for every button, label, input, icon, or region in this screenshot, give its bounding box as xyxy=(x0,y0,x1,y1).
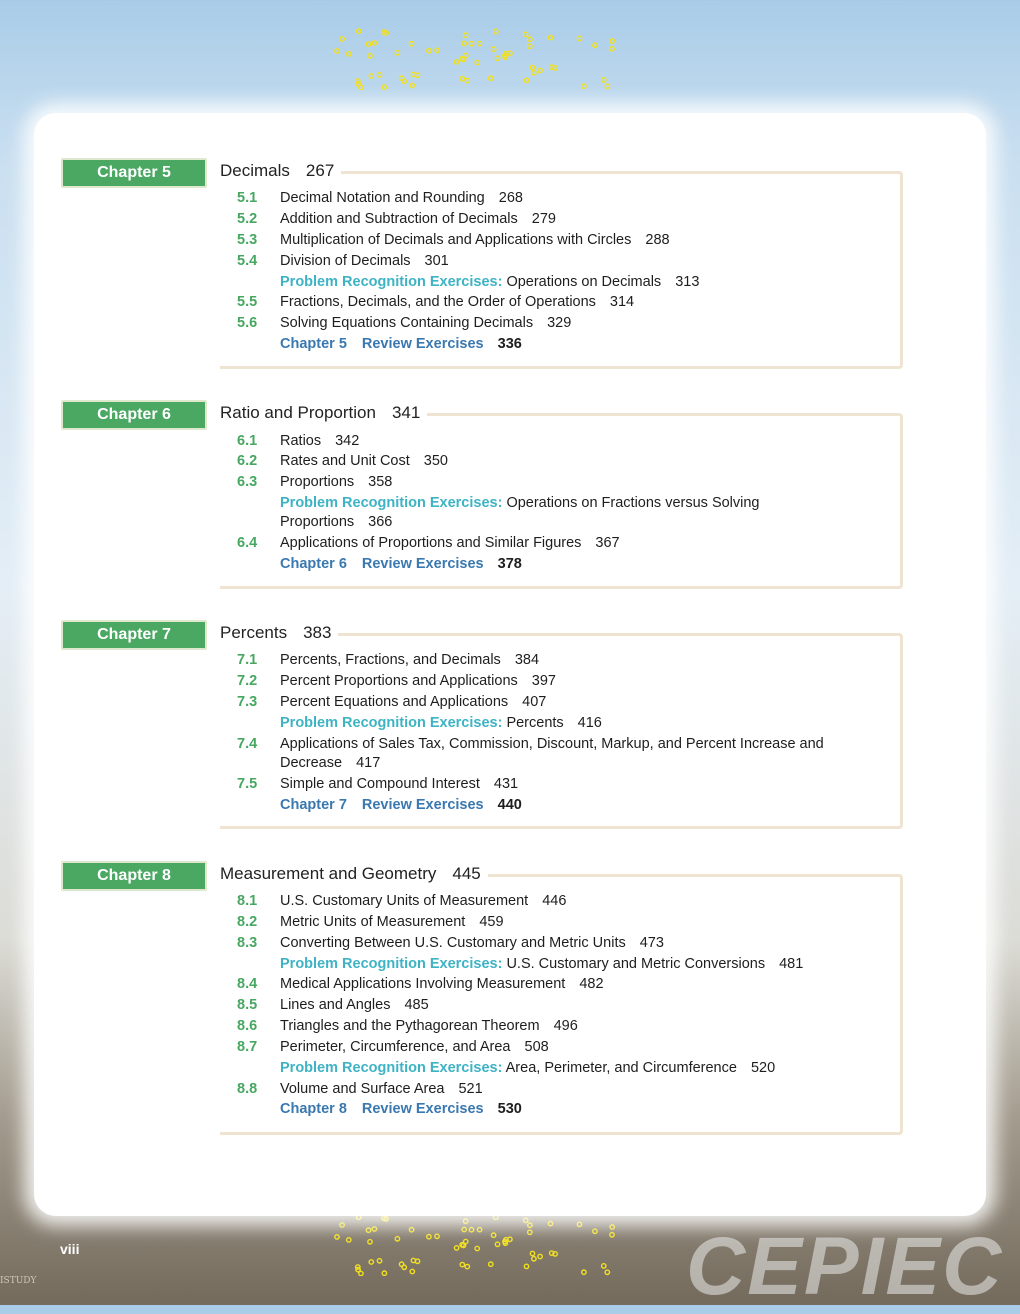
section-text xyxy=(280,955,840,974)
section-title: Percents, Fractions, and Decimals xyxy=(280,652,501,668)
dot xyxy=(409,42,413,46)
section-page: 417 xyxy=(356,755,381,771)
dot xyxy=(368,1240,372,1244)
section-page: 508 xyxy=(524,1039,549,1055)
section-page: 384 xyxy=(514,652,540,668)
section-page: 342 xyxy=(335,433,360,449)
dot xyxy=(582,1270,586,1274)
dot xyxy=(366,1228,370,1232)
section-number: 8.7 xyxy=(237,1039,258,1055)
dot xyxy=(610,1233,614,1237)
section-title: Addition and Subtraction of Decimals xyxy=(280,211,518,227)
section-title: Operations on Fractions versus Solving Proportions xyxy=(280,495,760,530)
chapter-title[interactable]: Measurement and Geometry 445 xyxy=(213,863,488,885)
review-label: Review Exercises xyxy=(361,556,484,572)
section-page: 473 xyxy=(639,935,664,951)
section-number: 7.1 xyxy=(237,652,258,668)
section-title: Area, Perimeter, and Circumference xyxy=(505,1060,737,1076)
review-label: Review Exercises xyxy=(361,1101,484,1117)
dot xyxy=(577,36,581,40)
dot xyxy=(347,1238,351,1242)
dot xyxy=(465,78,469,82)
chapter-title[interactable]: Percents 383 xyxy=(213,622,338,644)
section-page: 521 xyxy=(458,1081,483,1097)
dot xyxy=(399,1262,403,1266)
dot xyxy=(335,1235,339,1239)
dot xyxy=(366,42,370,46)
section-title: Operations on Decimals xyxy=(506,274,662,290)
dot xyxy=(491,47,495,51)
section-page: 485 xyxy=(404,997,429,1013)
section-title: Ratios xyxy=(280,433,322,449)
section-title: U.S. Customary and Metric Conversions xyxy=(506,956,766,972)
yellow-dots-decoration-top xyxy=(333,28,627,90)
section-text xyxy=(280,693,840,712)
dot xyxy=(411,72,415,76)
dot xyxy=(399,76,403,80)
chapter-badge: Chapter 6 xyxy=(61,400,207,430)
section-text xyxy=(280,996,840,1015)
corner-mark: ISTUDY xyxy=(0,1276,37,1286)
chapter-title[interactable]: Ratio and Proportion 341 xyxy=(213,402,427,424)
dot xyxy=(495,1242,499,1246)
dot xyxy=(382,85,386,89)
section-title: Percent Proportions and Applications xyxy=(280,673,518,689)
dot xyxy=(464,1239,468,1243)
dot xyxy=(548,1221,552,1225)
dot xyxy=(347,52,351,56)
section-title: Simple and Compound Interest xyxy=(280,776,480,792)
dot xyxy=(369,74,373,78)
review-chapter-label: Chapter 8 xyxy=(280,1101,347,1117)
section-title: Triangles and the Pythagorean Theorem xyxy=(280,1018,540,1034)
section-number: 7.2 xyxy=(237,673,258,689)
dot xyxy=(494,29,498,33)
section-page: 367 xyxy=(595,535,620,551)
dot xyxy=(410,83,414,87)
section-title: Rates and Unit Cost xyxy=(280,453,410,469)
yellow-dots-decoration-bottom xyxy=(333,1214,627,1276)
dot xyxy=(610,1225,614,1229)
section-text xyxy=(280,672,840,691)
section-text xyxy=(280,473,840,492)
dot xyxy=(463,1219,467,1223)
dot xyxy=(382,1271,386,1275)
section-text xyxy=(280,714,840,733)
section-number: 6.4 xyxy=(237,535,258,551)
dot xyxy=(489,76,493,80)
section-text xyxy=(280,1017,840,1036)
section-number: 6.1 xyxy=(237,433,258,449)
section-page: 397 xyxy=(531,673,556,689)
section-number: 5.6 xyxy=(237,315,258,331)
dot xyxy=(469,1228,473,1232)
section-title: Percent Equations and Applications xyxy=(280,694,509,710)
review-page: 378 xyxy=(497,556,522,572)
section-text xyxy=(280,1038,840,1057)
section-text xyxy=(280,934,840,953)
dot xyxy=(508,1237,512,1241)
section-title: Converting Between U.S. Customary and Metric Units xyxy=(280,935,626,951)
section-number: 7.3 xyxy=(237,694,258,710)
dot xyxy=(528,44,532,48)
section-page: 496 xyxy=(553,1018,578,1034)
dot xyxy=(524,78,528,82)
dot xyxy=(550,1251,554,1255)
review-label: Review Exercises xyxy=(361,336,484,352)
problem-recognition-label: Problem Recognition Exercises: xyxy=(280,495,503,511)
section-page: 481 xyxy=(779,956,804,972)
section-page: 329 xyxy=(547,315,572,331)
dot xyxy=(530,65,534,69)
section-text xyxy=(280,273,840,292)
dot xyxy=(460,1262,464,1266)
problem-recognition-label: Problem Recognition Exercises: xyxy=(280,274,503,290)
section-title: Applications of Proportions and Similar Figures xyxy=(280,535,582,551)
section-page: 520 xyxy=(750,1060,776,1076)
dot xyxy=(475,1246,479,1250)
review-page: 530 xyxy=(497,1101,522,1117)
watermark-logo: CEPIEC xyxy=(686,1221,1004,1312)
dot xyxy=(359,1271,363,1275)
section-text xyxy=(280,534,840,553)
section-title: Metric Units of Measurement xyxy=(280,914,466,930)
section-page: 366 xyxy=(368,514,393,530)
section-text xyxy=(280,452,840,471)
dot xyxy=(605,1270,609,1274)
section-page: 358 xyxy=(368,474,393,490)
dot xyxy=(538,68,542,72)
dot xyxy=(464,53,468,57)
problem-recognition-label: Problem Recognition Exercises: xyxy=(280,715,503,731)
section-page: 407 xyxy=(522,694,547,710)
chapter-badge: Chapter 7 xyxy=(61,620,207,650)
section-page: 301 xyxy=(424,253,449,269)
section-page: 288 xyxy=(645,232,670,248)
dot xyxy=(427,49,431,53)
dot xyxy=(369,1260,373,1264)
dot xyxy=(357,29,361,33)
review-chapter-label: Chapter 6 xyxy=(280,556,347,572)
dot xyxy=(477,41,481,45)
dot xyxy=(528,1230,532,1234)
chapter-page: 445 xyxy=(452,864,481,883)
section-title: U.S. Customary Units of Measurement xyxy=(280,893,529,909)
section-text xyxy=(280,231,840,250)
dot xyxy=(524,1264,528,1268)
problem-recognition-label: Problem Recognition Exercises: xyxy=(280,956,503,972)
dot xyxy=(610,39,614,43)
dot xyxy=(340,37,344,41)
chapter-page: 341 xyxy=(391,403,421,422)
chapter-page: 383 xyxy=(303,623,332,642)
dot xyxy=(524,32,528,36)
dot xyxy=(602,78,606,82)
section-number: 8.2 xyxy=(237,914,258,930)
section-number: 8.5 xyxy=(237,997,258,1013)
section-text xyxy=(280,892,840,911)
section-page: 279 xyxy=(531,211,556,227)
section-text xyxy=(280,775,840,794)
section-number: 8.4 xyxy=(237,976,258,992)
chapter-badge: Chapter 8 xyxy=(61,861,207,891)
dot xyxy=(340,1223,344,1227)
dot xyxy=(524,1218,528,1222)
dot xyxy=(454,60,458,64)
review-chapter-label: Chapter 5 xyxy=(280,336,347,352)
section-title: Volume and Surface Area xyxy=(280,1081,445,1097)
dot xyxy=(410,1269,414,1273)
dot xyxy=(582,84,586,88)
section-page: 313 xyxy=(675,274,700,290)
dot xyxy=(528,1223,532,1227)
section-number: 7.4 xyxy=(237,736,258,752)
review-chapter-label: Chapter 7 xyxy=(280,797,347,813)
section-title: Perimeter, Circumference, and Area xyxy=(280,1039,511,1055)
section-title: Lines and Angles xyxy=(280,997,391,1013)
section-number: 5.5 xyxy=(237,294,258,310)
dot xyxy=(489,1262,493,1266)
section-page: 350 xyxy=(423,453,448,469)
section-number: 5.1 xyxy=(237,190,258,206)
section-number: 6.3 xyxy=(237,474,258,490)
dot xyxy=(475,60,479,64)
dot xyxy=(411,1258,415,1262)
dot xyxy=(610,47,614,51)
page-folio: viii xyxy=(60,1241,80,1257)
section-number: 8.3 xyxy=(237,935,258,951)
section-page: 431 xyxy=(493,776,519,792)
dot xyxy=(435,48,439,52)
dot xyxy=(477,1227,481,1231)
dot xyxy=(593,1229,597,1233)
section-text xyxy=(280,651,840,670)
section-title: Decimal Notation and Rounding xyxy=(280,190,485,206)
section-title: Solving Equations Containing Decimals xyxy=(280,315,534,331)
section-number: 5.4 xyxy=(237,253,258,269)
dot xyxy=(469,42,473,46)
dot xyxy=(409,1228,413,1232)
section-page: 416 xyxy=(577,715,602,731)
section-title: Medical Applications Involving Measurement xyxy=(280,976,566,992)
chapter-badge: Chapter 5 xyxy=(61,158,207,188)
dot xyxy=(454,1246,458,1250)
dot xyxy=(548,35,552,39)
dot xyxy=(435,1234,439,1238)
section-text xyxy=(280,1059,840,1078)
dot xyxy=(377,1259,381,1263)
dot xyxy=(372,41,376,45)
section-number: 8.6 xyxy=(237,1018,258,1034)
chapter-page: 267 xyxy=(305,161,335,180)
section-number: 5.3 xyxy=(237,232,258,248)
dot xyxy=(395,1237,399,1241)
section-text xyxy=(280,314,840,333)
section-text xyxy=(280,432,840,451)
section-text xyxy=(280,975,840,994)
section-title: Division of Decimals xyxy=(280,253,411,269)
review-page: 440 xyxy=(497,797,522,813)
section-title: Fractions, Decimals, and the Order of Operations xyxy=(280,294,596,310)
section-text xyxy=(280,210,840,229)
section-number: 6.2 xyxy=(237,453,258,469)
dot xyxy=(463,33,467,37)
section-page: 268 xyxy=(498,190,523,206)
dot xyxy=(395,51,399,55)
dot xyxy=(427,1235,431,1239)
section-text xyxy=(280,1080,840,1099)
dot xyxy=(359,85,363,89)
dot xyxy=(528,37,532,41)
section-text xyxy=(280,494,840,532)
section-page: 314 xyxy=(609,294,635,310)
section-number: 7.5 xyxy=(237,776,258,792)
dot xyxy=(538,1254,542,1258)
section-text xyxy=(280,293,840,312)
section-text xyxy=(280,735,840,773)
review-page: 336 xyxy=(497,336,522,352)
section-page: 446 xyxy=(542,893,567,909)
dot xyxy=(550,65,554,69)
dot xyxy=(460,76,464,80)
dot xyxy=(530,1251,534,1255)
dot xyxy=(491,1233,495,1237)
section-text xyxy=(280,252,840,271)
dot xyxy=(508,51,512,55)
section-title: Multiplication of Decimals and Applications with Circles xyxy=(280,232,632,248)
section-page: 482 xyxy=(579,976,604,992)
dot xyxy=(593,43,597,47)
dot xyxy=(462,1227,466,1231)
dot xyxy=(462,41,466,45)
dot xyxy=(495,56,499,60)
dot xyxy=(335,49,339,53)
section-title: Applications of Sales Tax, Commission, Discount, Markup, and Percent Increase and Decrease xyxy=(280,736,824,771)
dot xyxy=(577,1222,581,1226)
section-number: 5.2 xyxy=(237,211,258,227)
section-text xyxy=(280,189,840,208)
section-text xyxy=(280,913,840,932)
chapter-title[interactable]: Decimals 267 xyxy=(213,160,341,182)
section-number: 8.1 xyxy=(237,893,258,909)
section-page: 459 xyxy=(479,914,504,930)
dot xyxy=(532,71,536,75)
problem-recognition-label: Problem Recognition Exercises: xyxy=(280,1060,503,1076)
section-title: Proportions xyxy=(280,474,355,490)
review-label: Review Exercises xyxy=(361,797,484,813)
section-title: Percents xyxy=(506,715,564,731)
dot xyxy=(602,1264,606,1268)
dot xyxy=(532,1257,536,1261)
dot xyxy=(368,54,372,58)
section-number: 8.8 xyxy=(237,1081,258,1097)
dot xyxy=(377,73,381,77)
dot xyxy=(465,1264,469,1268)
dot xyxy=(372,1227,376,1231)
dot xyxy=(605,84,609,88)
